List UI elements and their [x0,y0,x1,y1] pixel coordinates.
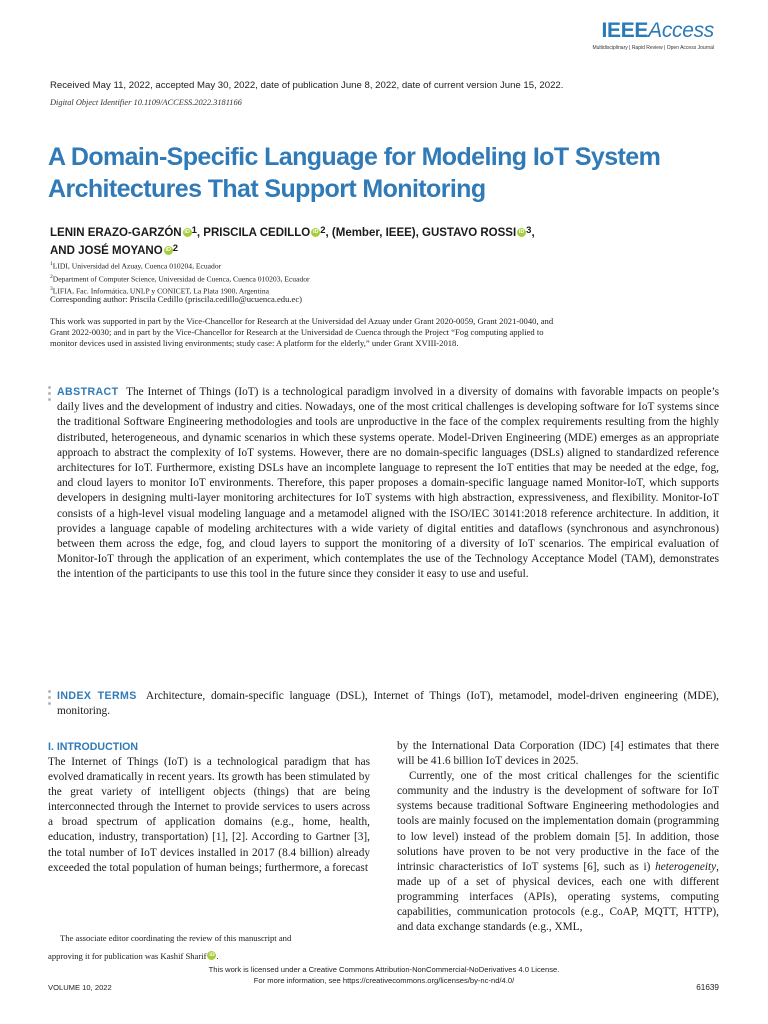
paragraph-text: Currently, one of the most critical challenges for the scientific community and the industry is the development of software for IoT systems because traditional Software Engineering methodologies and tools are mainly focused on the implementation domain (programming to low level) instead of the problem domain [5]. In addition, those solutions have proven to be not very productive in the face of the intrinsic characteristics of IoT systems [6], such as i) [397,770,719,873]
affiliations [50,259,310,297]
abstract-marker [48,386,51,404]
affiliation-number: 1 [50,261,53,267]
editor-note-text: approving it for publication was Kashif Sharif [48,951,207,961]
author-separator: , [196,227,204,239]
journal-brand [592,20,714,42]
index-terms-label: INDEX TERMS [57,690,137,702]
journal-logo [592,20,714,51]
journal-tagline: Multidisciplinary | Rapid Review | Open Access Journal [592,45,714,51]
abstract [57,385,719,583]
page-number: 61639 [696,983,719,992]
affiliation-number: 2 [50,273,53,280]
author-name: AND JOSÉ MOYANO [50,245,163,257]
volume-label: VOLUME 10, 2022 [48,983,112,992]
affiliation-text: LIDI, Universidad del Azuay, Cuenca 010204, Ecuador [52,261,222,271]
section-heading: I. INTRODUCTION [48,741,139,753]
intro-paragraph: The Internet of Things (IoT) is a technological paradigm that has evolved dramatically in recent years. Its growth has been stimulated by the great variety of intelligent objects (things) that are being interconnected through the Internet to provide services to users across a broad spectrum of application domains (e.g., home, health, education, industry, transportation) [1], [2]. According to Gartner [3], the total number of IoT devices installed in 2017 (8.4 billion) already exceeded the total population of human beings; furthermore, a forecast [48,756,370,874]
paper-title: A Domain-Specific Language for Modeling IoT System Architectures That Support Monitoring [48,143,661,203]
author-name: LENIN ERAZO-GARZÓN [50,227,182,239]
affiliation-number: 3 [50,286,53,293]
license-notice [0,965,768,986]
author-affiliation-mark: 2 [172,243,178,254]
editor-note-line: The associate editor coordinating the review of this manuscript and [60,933,292,943]
abstract-label: ABSTRACT [57,386,119,398]
affiliation-text: LIFIA, Fac. Informática, UNLP y CONICET, La Plata 1900, Argentina [52,286,269,296]
orcid-icon[interactable]: iD [209,952,215,958]
body-left-column [48,740,370,876]
emphasis-term: heterogeneity [655,860,717,873]
affiliation [50,272,310,285]
author-affiliation-mark: 3 [526,225,532,236]
index-terms [57,689,719,719]
author-affiliation-mark: 1 [191,225,197,236]
brand-italic: Access [648,19,714,42]
author-name: GUSTAVO ROSSI [422,227,517,239]
orcid-icon[interactable]: iD [165,247,171,253]
index-terms-text: Architecture, domain-specific language (DSL), Internet of Things (IoT), metamodel, model-driven engineering (MDE), monitoring. [57,690,719,718]
paragraph-text: , made up of a set of physical devices, each one with different programming interfaces (APIs), operating systems, computing capabilities, communication protocols (e.g., CoAP, MQTT, HTTP), and data exchange standards (e.g., XML, [397,860,719,934]
corresponding-author: Corresponding author: Priscila Cedillo (priscila.cedillo@ucuenca.edu.ec) [50,294,303,304]
abstract-text: The Internet of Things (IoT) is a technological paradigm involved in a diversity of domains with favorable impacts on people’s daily lives and the development of industry and cities. Nowadays, one of the most critical challenges is developing software for IoT systems since the traditional Software Engineering methodologies and tools are unproductive in the face of the complex requirements resulting from the highly distributed, heterogeneous, and dynamic scenarios in which these systems operate. Model-Driven Engineering (MDE) emerges as an appropriate approach to abstract the complexity of IoT systems. However, there are no domain-specific languages (DSLs) aligned to standardized reference architectures for IoT. Furthermore, existing DSLs have an incomplete language to represent the IoT entities that may be needed at the edge, fog, and cloud layers to monitor IoT environments. Therefore, this paper proposes a domain-specific language named Monitor-IoT, which supports developers in designing multi-layer monitoring architectures for IoT systems with high abstraction, expressiveness, and flexibility. Monitor-IoT consists of a high-level visual modeling language and a metamodel aligned with the ISO/IEC 30141:2018 reference architecture. In addition, it provides a language capable of modeling architectures with a wide variety of digital entities and dataflows (synchronous and asynchronous) between them across the edge, fog, and cloud layers to support the monitoring of a diversity of IoT scenarios. The empirical evaluation of Monitor-IoT through the application of an experiment, which contemplates the use of the Technology Acceptance Model (TAM), demonstrates the intention of the participants to use this tool in the future since they consider it easy to use and useful. [57,386,719,581]
author-name: PRISCILA CEDILLO [203,227,311,239]
author-separator: , [531,227,535,239]
editor-note-end: . [216,951,219,961]
author-affiliation-mark: 2 [320,225,326,236]
affiliation-text: Department of Computer Science, Universidad de Cuenca, Cuenca 010203, Ecuador [52,274,310,284]
orcid-icon[interactable]: iD [518,229,525,235]
license-link[interactable]: For more information, see https://creativecommons.org/licenses/by-nc-nd/4.0/ [253,975,515,985]
editor-note-line2 [48,947,370,965]
license-line: This work is licensed under a Creative Commons Attribution-NonCommercial-NoDerivatives 4.0 License. [208,965,560,974]
brand-bold: IEEE [601,19,649,42]
editor-footnote [48,929,370,965]
affiliation [50,259,310,272]
orcid-icon[interactable]: iD [184,229,190,235]
intro-paragraph-continued: by the International Data Corporation (IDC) [4] estimates that there will be 41.6 billion IoT devices in 2025. [397,740,719,768]
body-right-column [397,739,719,935]
index-terms-marker [48,690,51,708]
orcid-icon[interactable]: iD [312,229,319,235]
publication-dates: Received May 11, 2022, accepted May 30, 2022, date of publication June 8, 2022, date of current version June 15, 2022. [50,80,564,91]
author-list [50,223,690,259]
intro-paragraph-2 [397,769,719,935]
author-separator: , (Member, IEEE), [325,227,423,239]
doi: Digital Object Identifier 10.1109/ACCESS.2022.3181166 [50,98,242,107]
funding-note: This work was supported in part by the Vice-Chancellor for Research at the Universidad del Azuay under Grant 2020-0059, Grant 2021-0040, and Grant 2022-0030; and in part by the Vice-Chancellor for Research at the Universidad de Cuenca through the Project “Fog computing applied to monitor devices used in assisted living environments; study case: A platform for the elderly,” under Grant XVIII-2018. [50,316,554,348]
